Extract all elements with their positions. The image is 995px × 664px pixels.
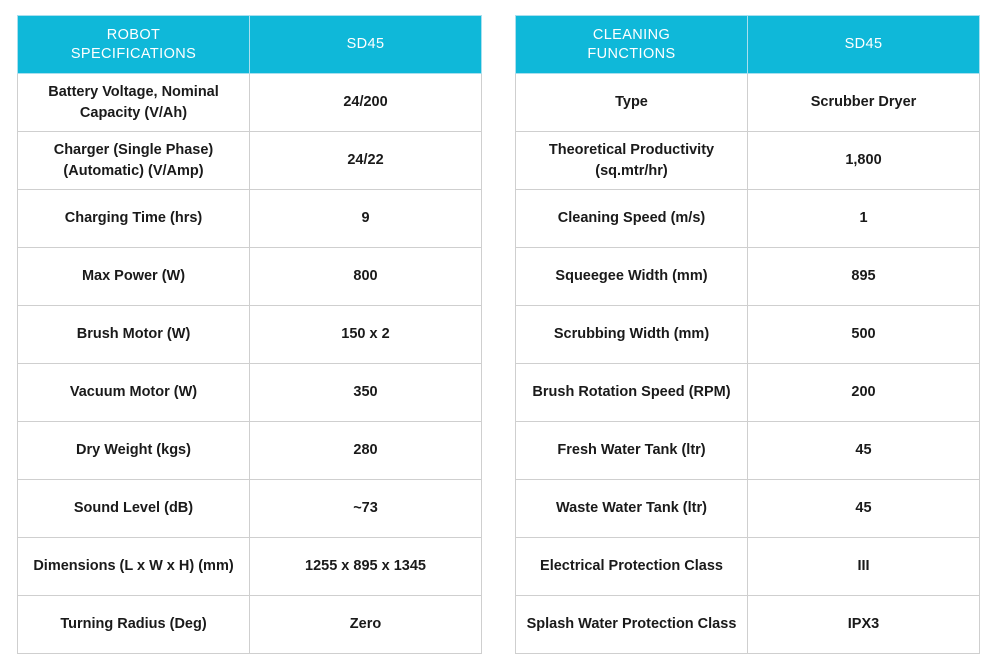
header-model: SD45 [250, 16, 482, 74]
spec-label: Dimensions (L x W x H) (mm) [18, 538, 250, 596]
function-label: Cleaning Speed (m/s) [516, 190, 748, 248]
spec-value: 350 [250, 364, 482, 422]
function-value: 1 [748, 190, 980, 248]
table-row [18, 364, 482, 422]
function-value: 895 [748, 248, 980, 306]
table-header-row [18, 16, 482, 74]
spec-label: Dry Weight (kgs) [18, 422, 250, 480]
function-value: Scrubber Dryer [748, 74, 980, 132]
table-row [18, 480, 482, 538]
function-label: Scrubbing Width (mm) [516, 306, 748, 364]
function-label: Theoretical Productivity (sq.mtr/hr) [516, 132, 748, 190]
spec-value: Zero [250, 596, 482, 654]
spec-value: 800 [250, 248, 482, 306]
function-value: III [748, 538, 980, 596]
function-label: Splash Water Protection Class [516, 596, 748, 654]
table-row [516, 248, 980, 306]
spec-value: 280 [250, 422, 482, 480]
table-row [18, 74, 482, 132]
table-row [516, 74, 980, 132]
spec-label: Battery Voltage, Nominal Capacity (V/Ah) [18, 74, 250, 132]
function-value: 45 [748, 480, 980, 538]
function-value: 45 [748, 422, 980, 480]
function-value: 1,800 [748, 132, 980, 190]
spec-label: Charger (Single Phase) (Automatic) (V/Amp) [18, 132, 250, 190]
table-row [516, 364, 980, 422]
spec-label: Turning Radius (Deg) [18, 596, 250, 654]
table-row [516, 538, 980, 596]
header-robot-specifications: ROBOT SPECIFICATIONS [18, 16, 250, 74]
table-row [516, 596, 980, 654]
spec-label: Charging Time (hrs) [18, 190, 250, 248]
function-value: IPX3 [748, 596, 980, 654]
spec-value: 24/200 [250, 74, 482, 132]
function-label: Fresh Water Tank (ltr) [516, 422, 748, 480]
table-row [18, 596, 482, 654]
table-row [516, 422, 980, 480]
function-label: Waste Water Tank (ltr) [516, 480, 748, 538]
function-label: Squeegee Width (mm) [516, 248, 748, 306]
spec-value: ~73 [250, 480, 482, 538]
table-row [18, 422, 482, 480]
header-model: SD45 [748, 16, 980, 74]
table-header-row [516, 16, 980, 74]
table-row [18, 190, 482, 248]
table-row [516, 132, 980, 190]
spec-value: 150 x 2 [250, 306, 482, 364]
table-row [18, 538, 482, 596]
table-row [18, 248, 482, 306]
spec-value: 24/22 [250, 132, 482, 190]
table-row [18, 306, 482, 364]
function-label: Type [516, 74, 748, 132]
table-row [516, 190, 980, 248]
table-row [516, 480, 980, 538]
header-cleaning-functions: CLEANING FUNCTIONS [516, 16, 748, 74]
spec-label: Brush Motor (W) [18, 306, 250, 364]
function-value: 200 [748, 364, 980, 422]
function-label: Brush Rotation Speed (RPM) [516, 364, 748, 422]
spec-label: Max Power (W) [18, 248, 250, 306]
spec-value: 1255 x 895 x 1345 [250, 538, 482, 596]
spec-value: 9 [250, 190, 482, 248]
function-label: Electrical Protection Class [516, 538, 748, 596]
robot-specifications-table [17, 15, 482, 654]
cleaning-functions-table [515, 15, 980, 654]
spec-label: Sound Level (dB) [18, 480, 250, 538]
function-value: 500 [748, 306, 980, 364]
table-row [516, 306, 980, 364]
spec-label: Vacuum Motor (W) [18, 364, 250, 422]
table-row [18, 132, 482, 190]
